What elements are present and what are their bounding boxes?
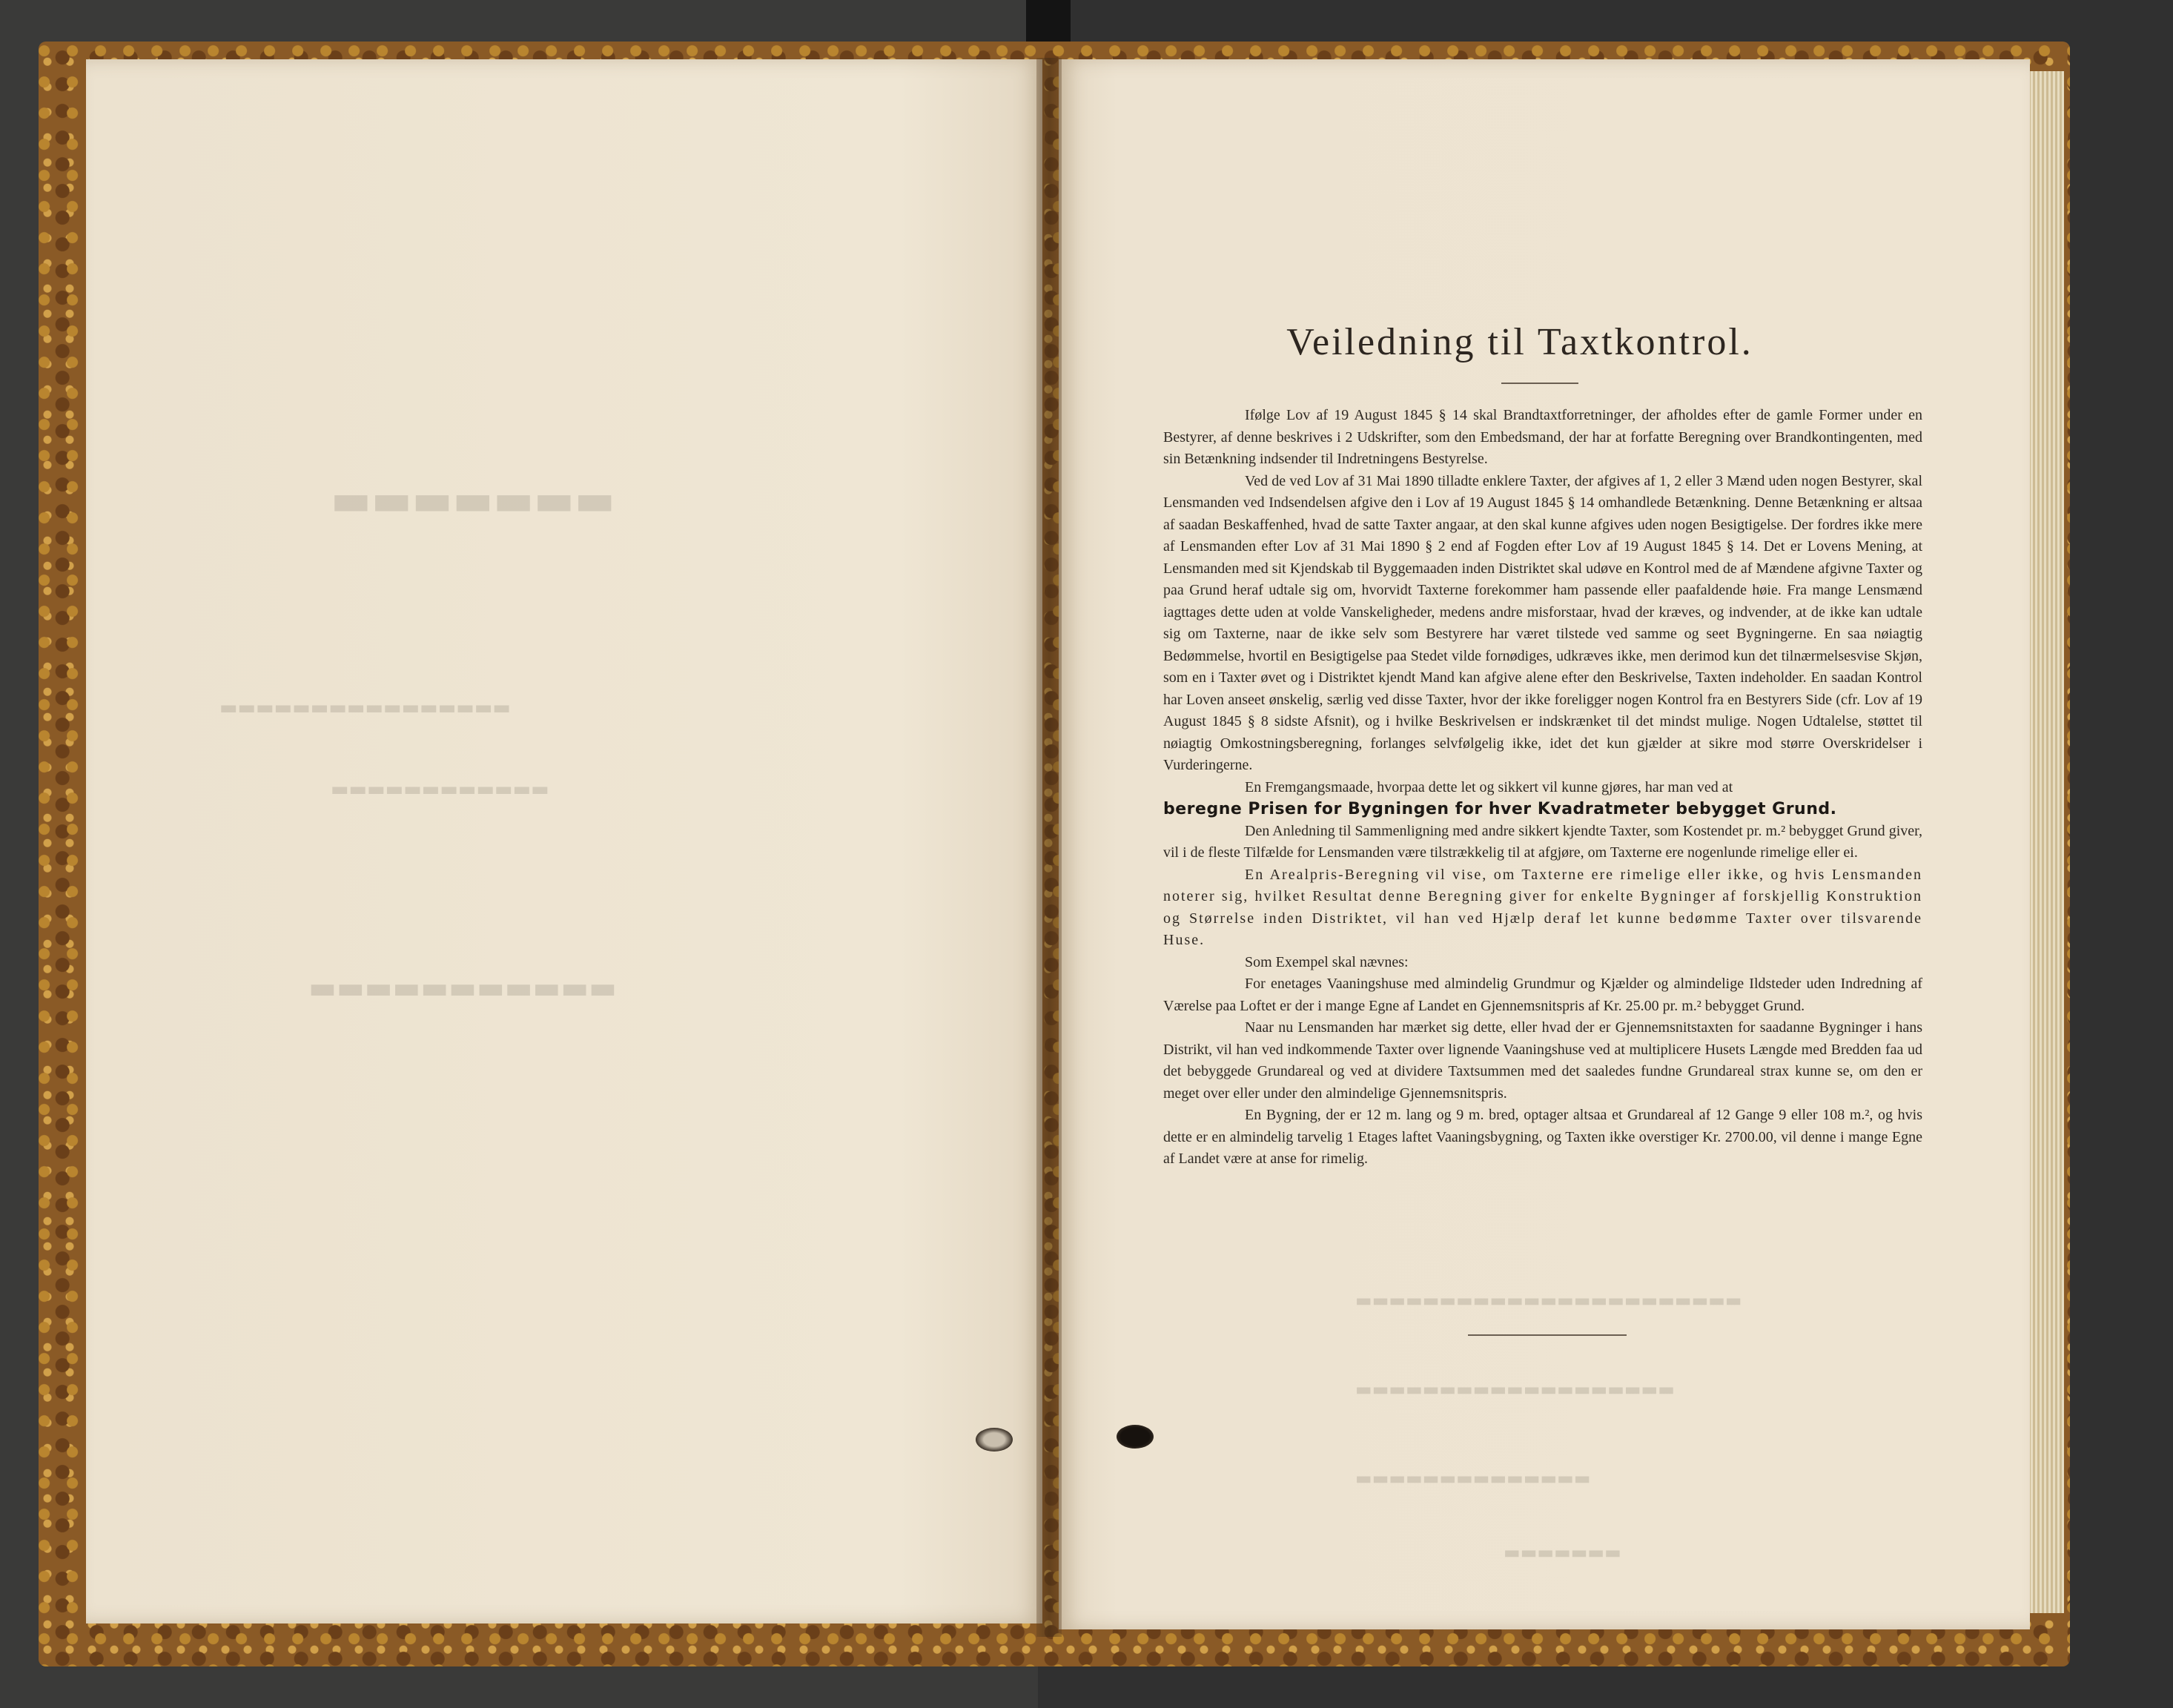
bleed-through-block: ▬▬▬▬▬▬▬ <box>1504 1542 1621 1563</box>
title-rule <box>1501 383 1578 384</box>
bleed-through-block: ▬▬▬▬▬▬▬▬▬▬▬▬▬▬▬▬▬▬▬ <box>1355 1379 1675 1400</box>
paragraph: En Fremgangsmaade, hvorpaa dette let og sikkert vil kunne gjøres, har man ved at <box>1245 778 1733 795</box>
bleed-through-block: ▬▬▬▬▬▬▬▬▬▬▬▬▬▬ <box>1355 1468 1591 1489</box>
paragraph: Ifølge Lov af 19 August 1845 § 14 skal Brandtaxtforretninger, der afholdes efter de gamle Former under en Bestyrer, af denne beskrives i 2 Udskrifter, som den Embedsmand, der har at forfatte Beregning over Brandkontingenten, med sin Betænkning indsender til Indretningens Bestyrelse. <box>1163 407 1922 467</box>
bleed-through-heading: ▬▬▬▬▬▬▬ <box>331 474 615 525</box>
binding-hole <box>976 1428 1013 1452</box>
left-page <box>86 59 1042 1623</box>
page-edges <box>2028 71 2064 1613</box>
closing-rule <box>1468 1334 1627 1336</box>
bleed-through-line: ▬▬▬▬▬▬▬▬▬▬▬▬▬▬▬▬ <box>219 697 512 719</box>
paragraph: En Bygning, der er 12 m. lang og 9 m. bred, optager altsaa et Grundareal af 12 Gange 9 eller 108 m.², og hvis dette er en almindelig tarvelig 1 Etages laftet Vaaningsbygning, og Taxten ikke overstiger Kr. 2700.00, vil denne i mange Egne af Landet være at anse for rimelig. <box>1163 1107 1922 1167</box>
paragraph: For enetages Vaaningshuse med almindelig Grundmur og Kjælder og almindelige Ildsteder uden Indredning af Værelse paa Loftet er der i mange Egne af Landet en Gjennemsnitspris af Kr. 25.00 pr. m.² bebygget Grund. <box>1163 976 1922 1014</box>
paragraph: Som Exempel skal nævnes: <box>1245 953 1409 970</box>
paragraph: Ved de ved Lov af 31 Mai 1890 tilladte enklere Taxter, der afgives af 1, 2 eller 3 Mænd uden nogen Bestyrer, skal Lensmanden ved Indsendelsen afgive den i Lov af 19 August 1845 § 14 omhandlede Betænkning. Denne Betænkning er altsaa af saadan Beskaffenhed, hvad de satte Taxter angaar, at den skal kunne afgives uden nogen Besigtigelse. Der fordres ikke mere af Lensmanden efter Lov af 31 Mai 1890 § 2 end af Fogden efter Lov af 19 August 1845 § 14. Det er Lovens Mening, at Lensmanden med sit Kjendskab til Byggemaaden inden Distriktet skal udøve en Kontrol med de af Mændene afgivne Taxter og paa Grund heraf udtale sig om, hvorvidt Taxterne forekommer ham passende eller paafaldende høie. Fra mange Lensmænd iagttages dette uden at volde Vanskeligheder, medens andre misforstaar, hvad der kræves, og indvender, at de ikke kan udtale sig om Taxterne, naar de ikke selv som Bestyrere har været tilstede ved samme og seet Bygningerne. En saa nøiagtig Bedømmelse, hvortil en Besigtigelse paa Stedet vilde fornødiges, udkræves ikke, men derimod kun det tilnærmelsesvise Skjøn, som en i Taxter øvet og i Distriktet kjendt Mand kan afgive alene efter den Beskrivelse, Taxten indeholder. En saadan Kontrol har Loven anseet ønskelig, særlig ved disse Taxter, hvor der ikke foreligger nogen Kontrol fra en Bestyrers Side (cfr. Lov af 19 August 1845 § 8 sidste Afsnit), og i hvilke Beskrivelsen er indskrænket til det mindst mulige. Nogen Udtalelse, støttet til nøiagtig Omkostningsberegning, forlanges selvfølgelig ikke, idet det kun gjælder at sikre mod større Overskridelser i Vurderingerne. <box>1163 472 1922 773</box>
bleed-through-heading: ▬▬▬▬▬▬▬▬▬▬▬ <box>308 971 617 1005</box>
page-title: Veiledning til Taxtkontrol. <box>1286 321 1753 363</box>
bleed-through-line: ▬▬▬▬▬▬▬▬▬▬▬▬ <box>331 778 549 801</box>
book-gutter <box>1036 58 1062 1637</box>
bleed-through-block: ▬▬▬▬▬▬▬▬▬▬▬▬▬▬▬▬▬▬▬▬▬▬▬ <box>1355 1290 1742 1311</box>
paragraph: Den Anledning til Sammenligning med andre sikkert kjendte Taxter, som Kostendet pr. m.² bebygget Grund giver, vil i de fleste Tilfælde for Lensmanden være tilstrækkelig til at afgjøre, om Taxterne ere nogenlunde rimelige eller ei. <box>1163 822 1922 861</box>
emphasized-line: beregne Prisen for Bygningen for hver Kvadratmeter bebygget Grund. <box>1163 800 1837 818</box>
paragraph: Naar nu Lensmanden har mærket sig dette, eller hvad der er Gjennemsnitstaxten for saadanne Bygninger i hans Distrikt, vil han ved indkommende Taxter over lignende Vaaningshuse ved at multiplicere Husets Længde med Bredden faa ud det bebyggede Grundareal og ved at dividere Taxtsummen med det saaledes fundne Grundareal strax kunne se, om den er meget over eller under den almindelige Gjennemsnitspris. <box>1163 1019 1922 1102</box>
paragraph: En Arealpris-Beregning vil vise, om Taxterne ere rimelige eller ikke, og hvis Lensmanden noterer sig, hvilket Resultat denne Beregning giver for enkelte Bygninger af forskjellig Konstruktion og Størrelse inden Distriktet, vil han ved Hjælp deraf let kunne bedømme Taxter over tilsvarende Huse. <box>1163 866 1922 948</box>
binding-hole <box>1117 1425 1154 1449</box>
body-text <box>1163 405 1922 1171</box>
